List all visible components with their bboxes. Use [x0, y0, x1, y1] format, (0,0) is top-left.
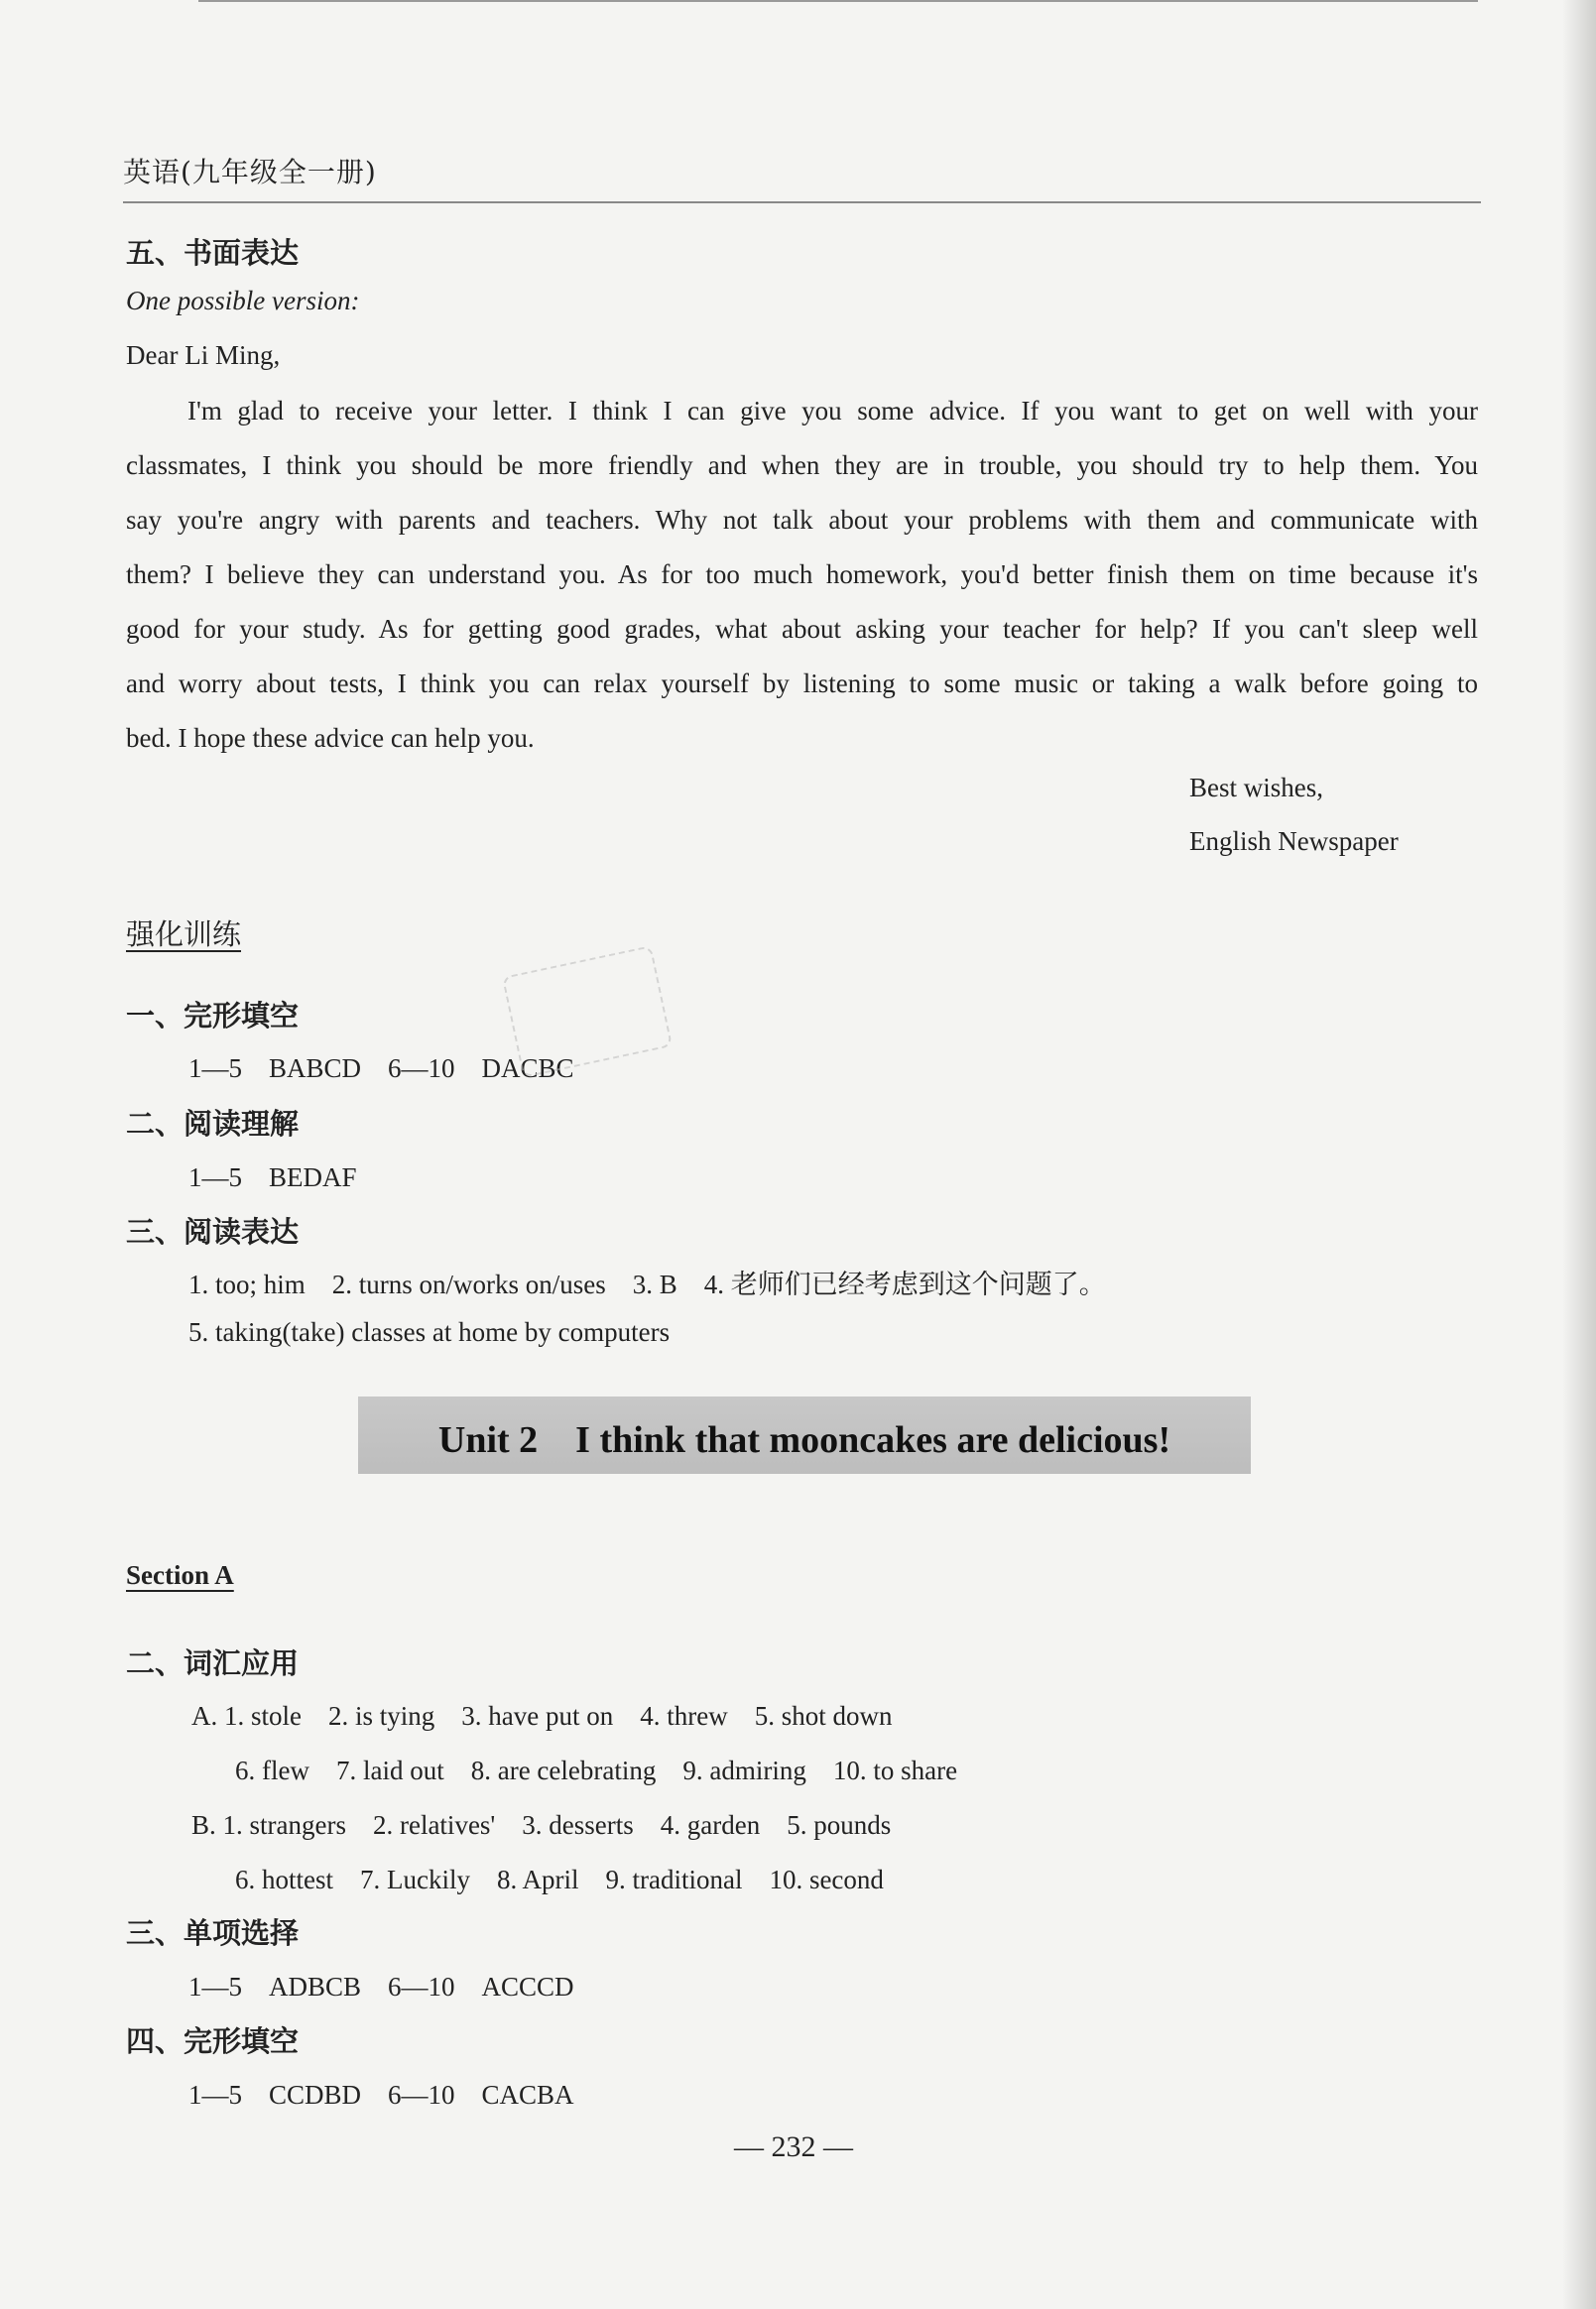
- training-title: 强化训练: [126, 917, 242, 951]
- letter-line: I'm glad to receive your letter. I think I can give you some advice. If you want to get on well with your: [187, 396, 1478, 425]
- letter-line: good for your study. As for getting good grades, what about asking your teacher for help? If you can't sleep well: [126, 614, 1478, 644]
- letter-body: [126, 384, 1478, 766]
- unit-title: Unit 2 I think that mooncakes are delicious!: [437, 1418, 1171, 1461]
- stamp-watermark: [502, 945, 673, 1078]
- page-number: — 232 —: [734, 2130, 853, 2163]
- salutation: Dear Li Ming,: [126, 340, 281, 370]
- page-edge-shadow: [1562, 0, 1596, 2309]
- training-cloze-heading: 一、完形填空: [126, 999, 300, 1033]
- letter-closing: Best wishes,: [1189, 773, 1323, 802]
- training-expression-line1: 1. too; him 2. turns on/works on/uses 3. B 4. 老师们已经考虑到这个问题了。: [188, 1270, 1106, 1299]
- section-a-title: Section A: [126, 1560, 234, 1590]
- letter-line: classmates, I think you should be more friendly and when they are in trouble, you should try to help them. You: [126, 450, 1478, 480]
- vocab-heading: 二、词汇应用: [126, 1646, 300, 1680]
- choice-answers: 1—5 ADBCB 6—10 ACCCD: [188, 1972, 574, 2002]
- top-border: [198, 0, 1478, 2]
- letter-line: them? I believe they can understand you. As for too much homework, you'd better finish them on time because it's: [126, 559, 1478, 589]
- vocab-a-line1: A. 1. stole 2. is tying 3. have put on 4. threw 5. shot down: [191, 1701, 893, 1731]
- vocab-a-line2: 6. flew 7. laid out 8. are celebrating 9. admiring 10. to share: [235, 1756, 958, 1785]
- training-expression-line2: 5. taking(take) classes at home by computers: [188, 1317, 671, 1347]
- letter-line: bed. I hope these advice can help you.: [126, 723, 535, 753]
- header-rule: [123, 201, 1481, 203]
- choice-heading: 三、单项选择: [126, 1916, 300, 1950]
- writing-heading: 五、书面表达: [126, 236, 300, 270]
- letter-line: and worry about tests, I think you can relax yourself by listening to some music or taking a walk before going to: [126, 668, 1478, 698]
- vocab-b-line1: B. 1. strangers 2. relatives' 3. desserts 4. garden 5. pounds: [191, 1810, 892, 1840]
- version-label: One possible version:: [126, 286, 360, 315]
- section-cloze-answers: 1—5 CCDBD 6—10 CACBA: [188, 2080, 574, 2110]
- unit-banner: [358, 1397, 1251, 1474]
- training-expression-heading: 三、阅读表达: [126, 1215, 300, 1249]
- page-header: 英语(九年级全一册): [123, 156, 377, 188]
- vocab-b-line2: 6. hottest 7. Luckily 8. April 9. traditional 10. second: [235, 1865, 884, 1894]
- training-reading-answers: 1—5 BEDAF: [188, 1162, 357, 1192]
- training-reading-heading: 二、阅读理解: [126, 1107, 300, 1141]
- training-cloze-answers: 1—5 BABCD 6—10 DACBC: [188, 1053, 574, 1083]
- section-cloze-heading: 四、完形填空: [126, 2024, 300, 2058]
- letter-line: say you're angry with parents and teachers. Why not talk about your problems with them and communicate with: [126, 505, 1478, 535]
- letter-signature: English Newspaper: [1189, 826, 1399, 856]
